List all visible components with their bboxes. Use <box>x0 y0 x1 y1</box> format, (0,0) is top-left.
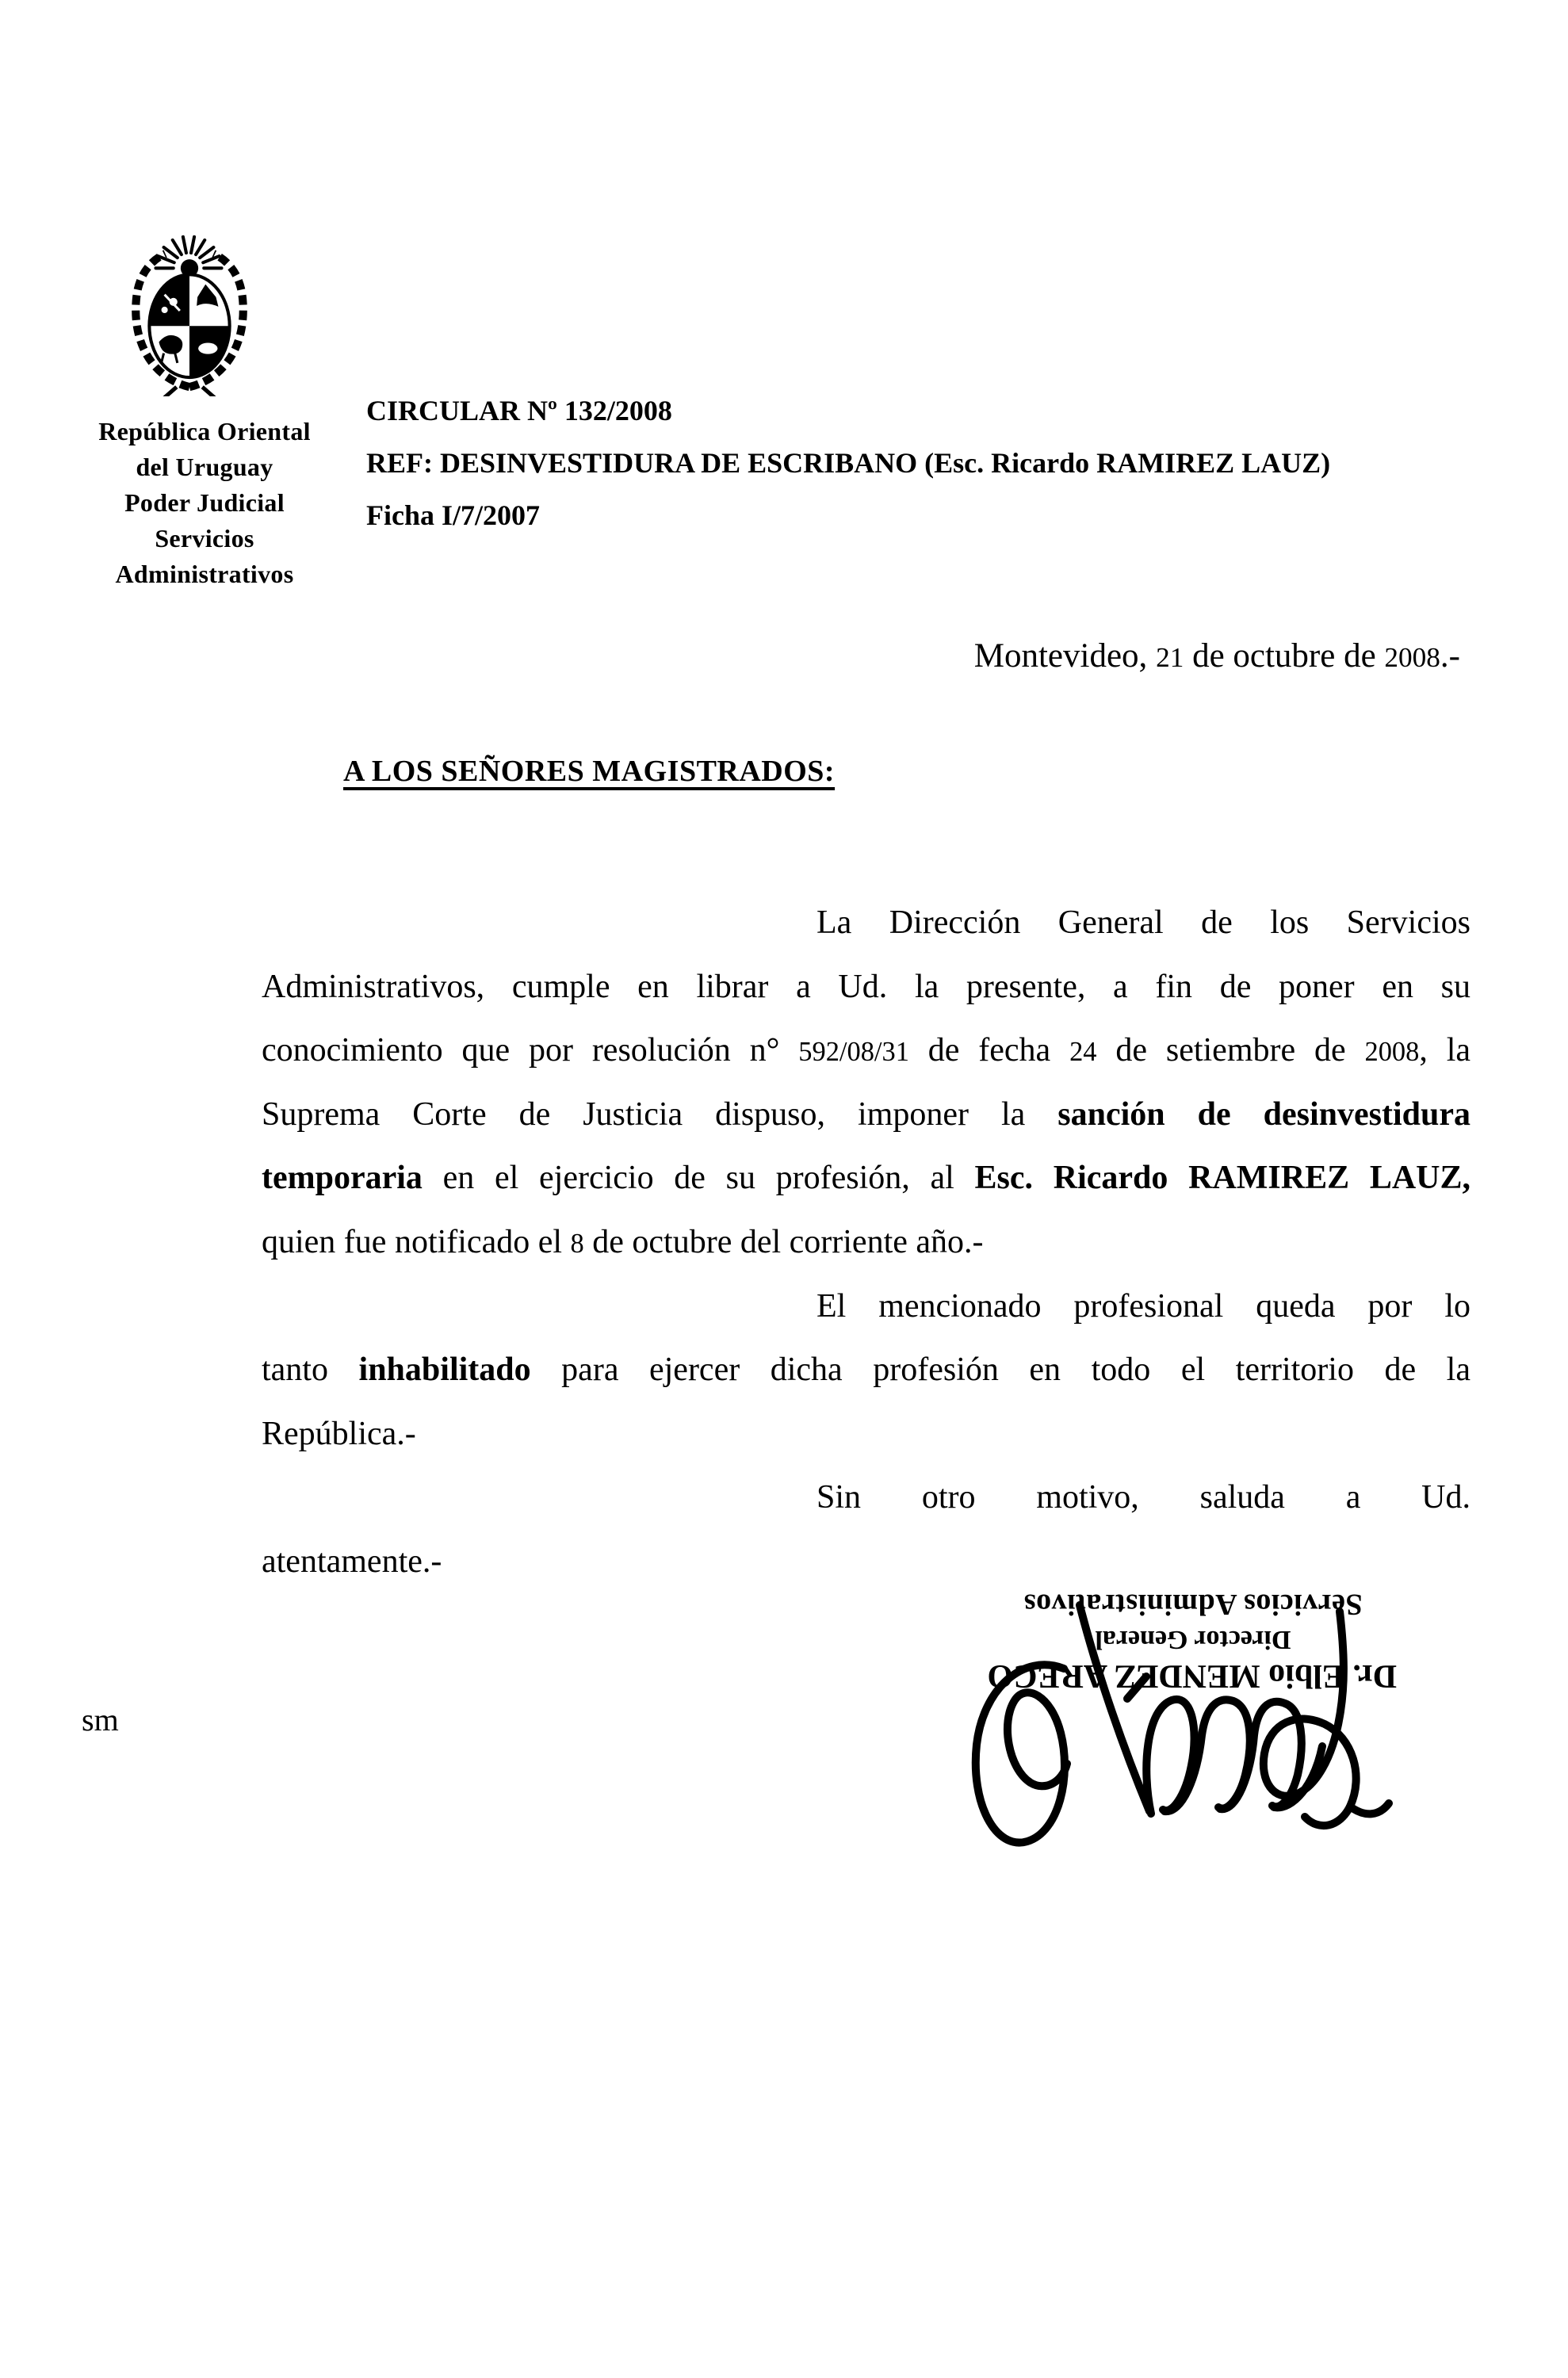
salutation: A LOS SEÑORES MAGISTRADOS: <box>343 755 836 788</box>
body-text: atentamente.- <box>262 1543 442 1580</box>
body-line <box>262 1338 1470 1402</box>
org-line: del Uruguay <box>136 453 273 481</box>
body-line <box>262 1210 1470 1275</box>
typist-initials: sm <box>82 1702 119 1738</box>
date-line: Montevideo, 21 de octubre de 2008.- <box>973 637 1460 675</box>
body-line <box>262 891 1470 955</box>
stamp-office: Servicios Administrativos <box>1023 1588 1363 1621</box>
handwritten-signature <box>943 1580 1411 1913</box>
body-line <box>262 1083 1470 1147</box>
circular-number: CIRCULAR Nº 132/2008 <box>366 395 672 426</box>
body-paragraphs <box>262 891 1470 1594</box>
uruguay-coat-of-arms-icon <box>127 227 252 396</box>
body-line <box>262 1275 1470 1339</box>
body-text: Administrativos, cumple en librar a Ud. la presente, a fin de poner en su <box>262 968 1470 1005</box>
body-text: República.- <box>262 1415 416 1452</box>
body-text: Sin otro motivo, saluda a Ud. <box>817 1479 1470 1516</box>
body-text: La Dirección General de los Servicios <box>817 904 1470 941</box>
reference-line: REF: DESINVESTIDURA DE ESCRIBANO (Esc. Ricardo RAMIREZ LAUZ) <box>366 447 1331 479</box>
body-line <box>262 1019 1470 1083</box>
body-line <box>262 1146 1470 1210</box>
body-text-bold: inhabilitado <box>358 1351 531 1389</box>
body-text: en el ejercicio de su profesión, al <box>422 1160 975 1197</box>
stamp-signer-title: Director General <box>1095 1625 1291 1654</box>
body-line <box>262 955 1470 1019</box>
header-ref-block <box>366 395 1330 552</box>
org-line: Poder Judicial <box>124 488 285 517</box>
body-text-bold: sanción de desinvestidura <box>1057 1095 1470 1133</box>
body-text: tanto <box>262 1351 359 1389</box>
org-line: Administrativos <box>115 560 294 588</box>
org-line: República Oriental <box>98 417 311 445</box>
file-number: Ficha I/7/2007 <box>366 499 541 531</box>
body-text: El mencionado profesional queda por lo <box>817 1287 1470 1325</box>
body-text: para ejercer dicha profesión en todo el territorio de la <box>530 1351 1470 1389</box>
org-line: Servicios <box>155 524 254 552</box>
body-text: conocimiento que por resolución n° 592/08/31 de fecha 24 de setiembre de 2008, la <box>262 1032 1470 1069</box>
body-line <box>262 1466 1470 1530</box>
body-text-bold: Esc. Ricardo RAMIREZ LAUZ, <box>974 1160 1470 1197</box>
stamp-signer-name: Dr. Elbio MENDEZ ARECO <box>987 1657 1397 1694</box>
body-text: quien fue notificado el 8 de octubre del corriente año.- <box>262 1223 984 1260</box>
body-text: Suprema Corte de Justicia dispuso, imponer la <box>262 1095 1058 1133</box>
org-name-block <box>54 414 355 592</box>
body-text-bold: temporaria <box>262 1160 423 1197</box>
body-line <box>262 1402 1470 1466</box>
